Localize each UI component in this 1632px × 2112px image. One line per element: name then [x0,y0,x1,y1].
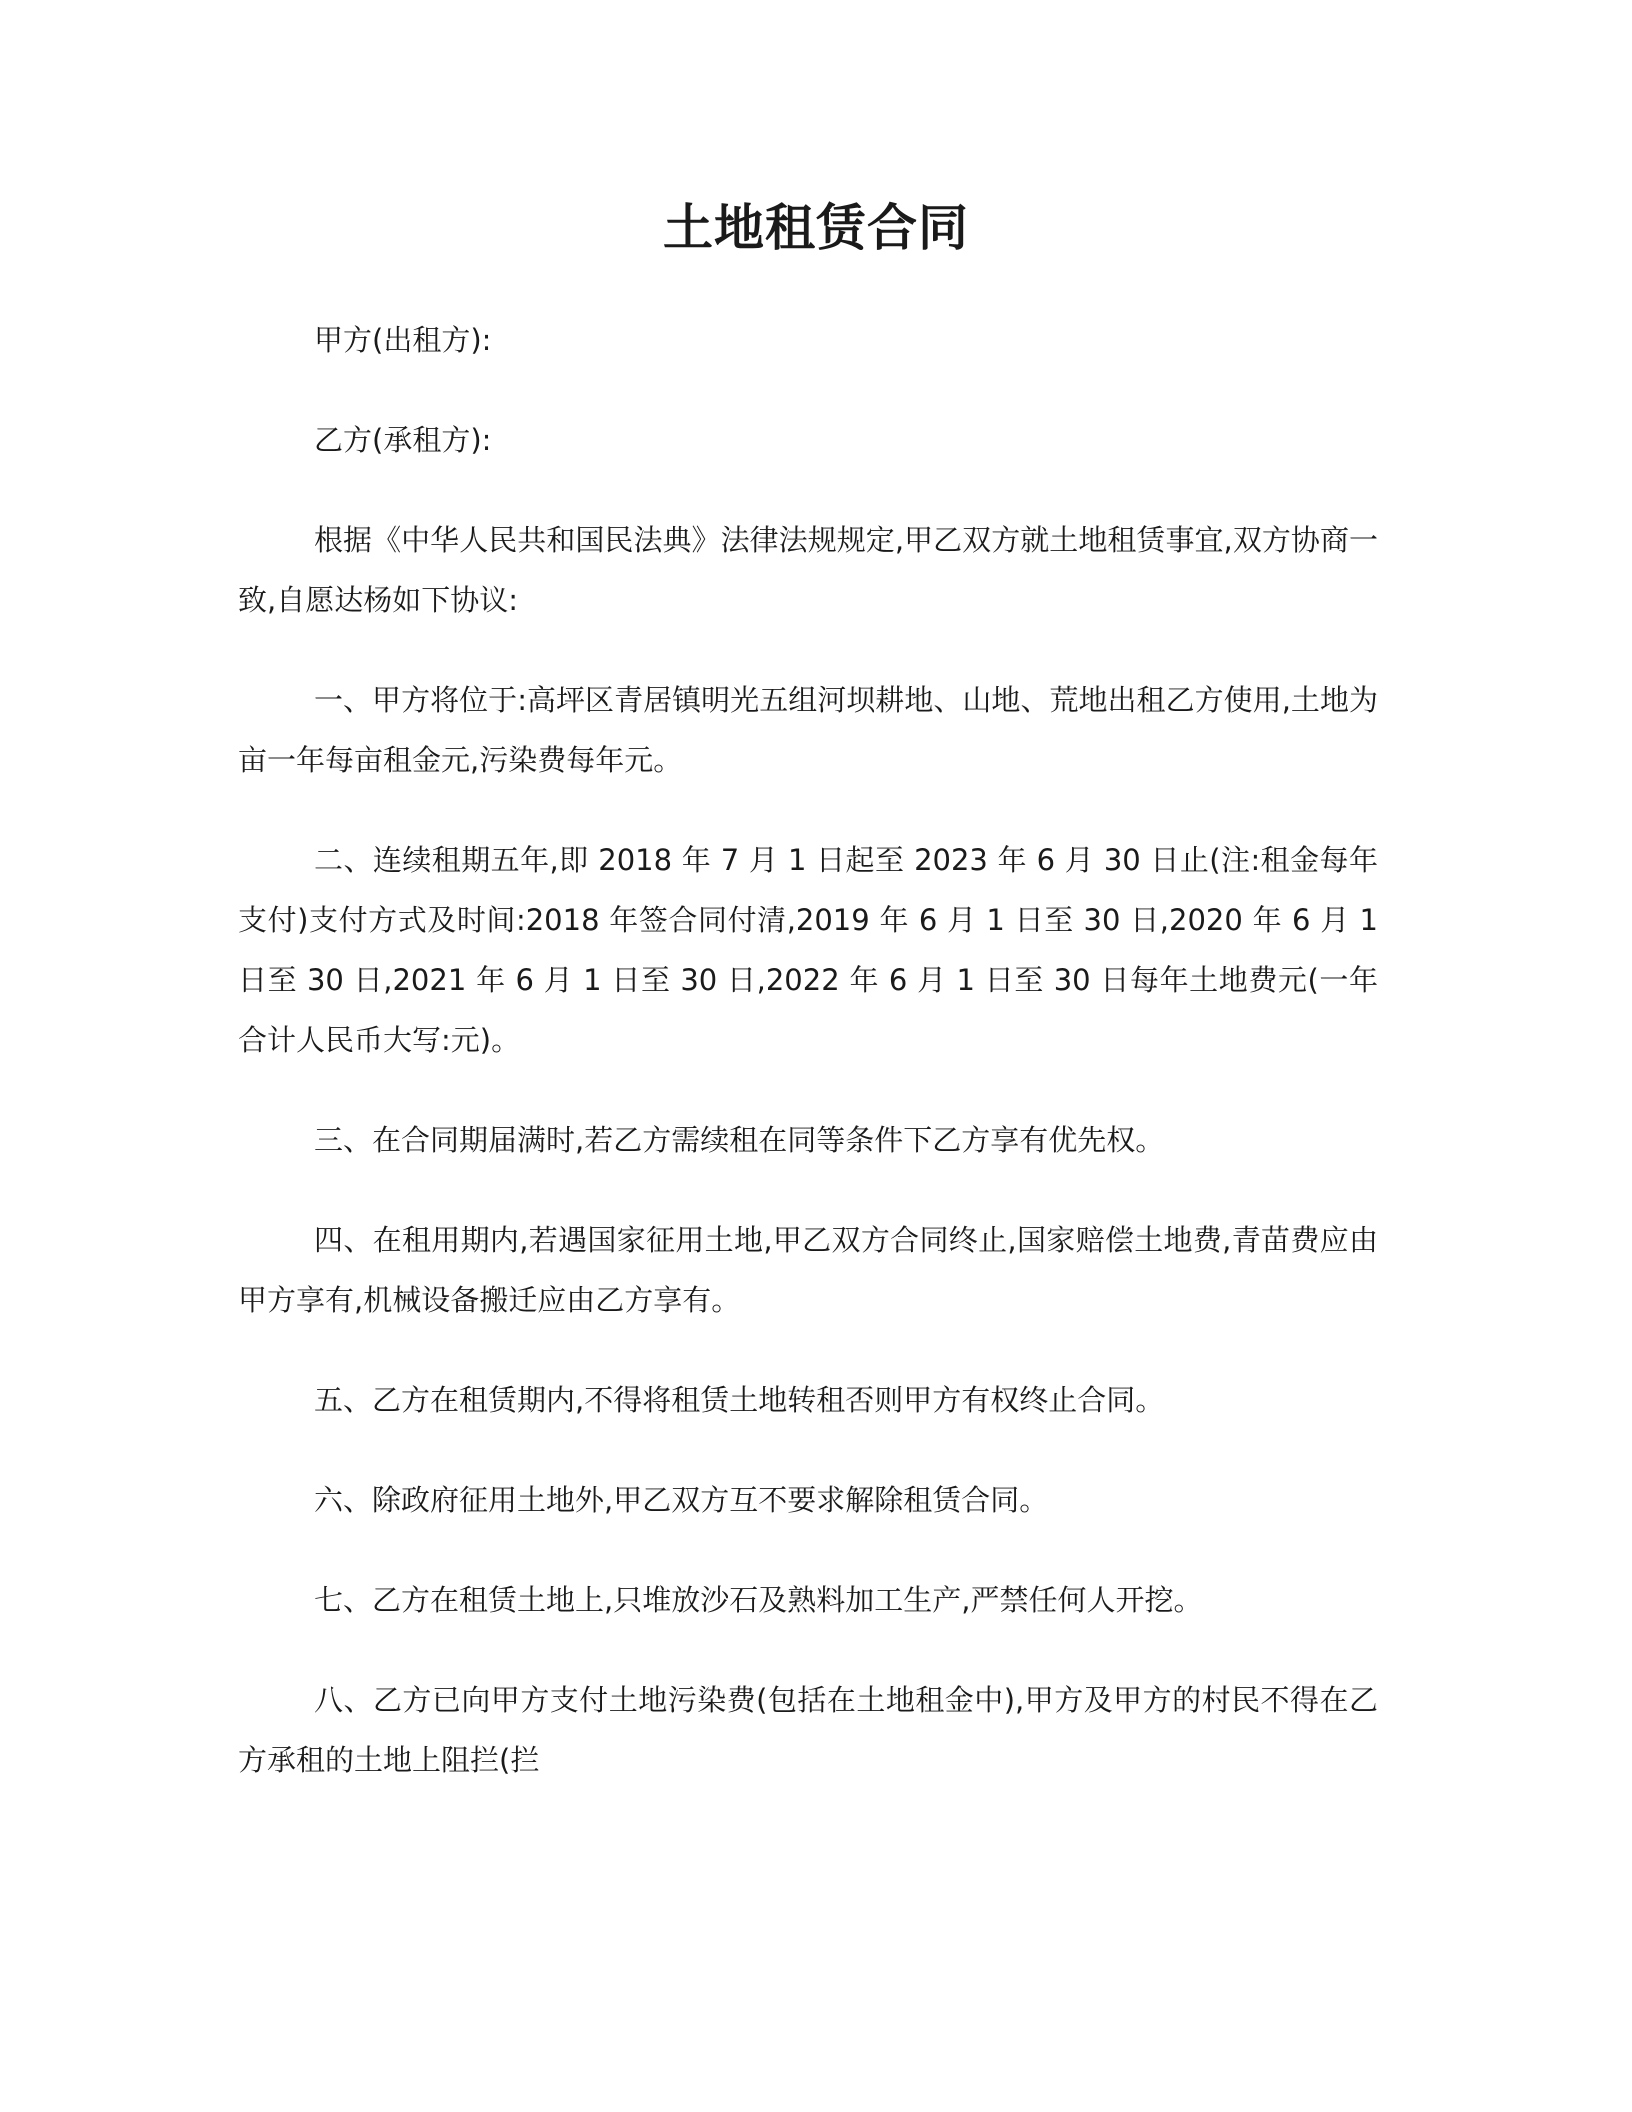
document-title: 土地租赁合同 [663,199,969,257]
party-b-line: 乙方(承租方): [314,423,492,457]
clause-4: 四、在租用期内,若遇国家征用土地,甲乙双方合同终止,国家赔偿土地费,青苗费应由甲方享有,机械设备搬迁应由乙方享有。 [238,1223,1378,1317]
document-body [238,310,1378,1830]
clause-8: 八、乙方已向甲方支付土地污染费(包括在土地租金中),甲方及甲方的村民不得在乙方承租的土地上阻拦(拦 [238,1683,1378,1777]
preamble-paragraph: 根据《中华人民共和国民法典》法律法规规定,甲乙双方就土地租赁事宜,双方协商一致,自愿达杨如下协议: [238,523,1378,617]
clause-6: 六、除政府征用土地外,甲乙双方互不要求解除租赁合同。 [314,1483,1049,1517]
clause-5: 五、乙方在租赁期内,不得将租赁土地转租否则甲方有权终止合同。 [314,1383,1165,1417]
clause-7: 七、乙方在租赁土地上,只堆放沙石及熟料加工生产,严禁任何人开挖。 [314,1583,1203,1617]
clause-1: 一、甲方将位于:高坪区青居镇明光五组河坝耕地、山地、荒地出租乙方使用,土地为亩一年每亩租金元,污染费每年元。 [238,683,1378,777]
clause-3: 三、在合同期届满时,若乙方需续租在同等条件下乙方享有优先权。 [314,1123,1165,1157]
clause-2: 二、连续租期五年,即 2018 年 7 月 1 日起至 2023 年 6 月 30 日止(注:租金每年支付)支付方式及时间:2018 年签合同付清,2019 年 6 月 1 日至 30 日,2020 年 6 月 1 日至 30 日,2021 年 6 月 1 日至 30 日,2022 年 6 月 1 日至 30 日每年土地费元(一年合计人民币大写:元)。 [238,843,1378,1057]
party-a-line: 甲方(出租方): [314,323,492,357]
